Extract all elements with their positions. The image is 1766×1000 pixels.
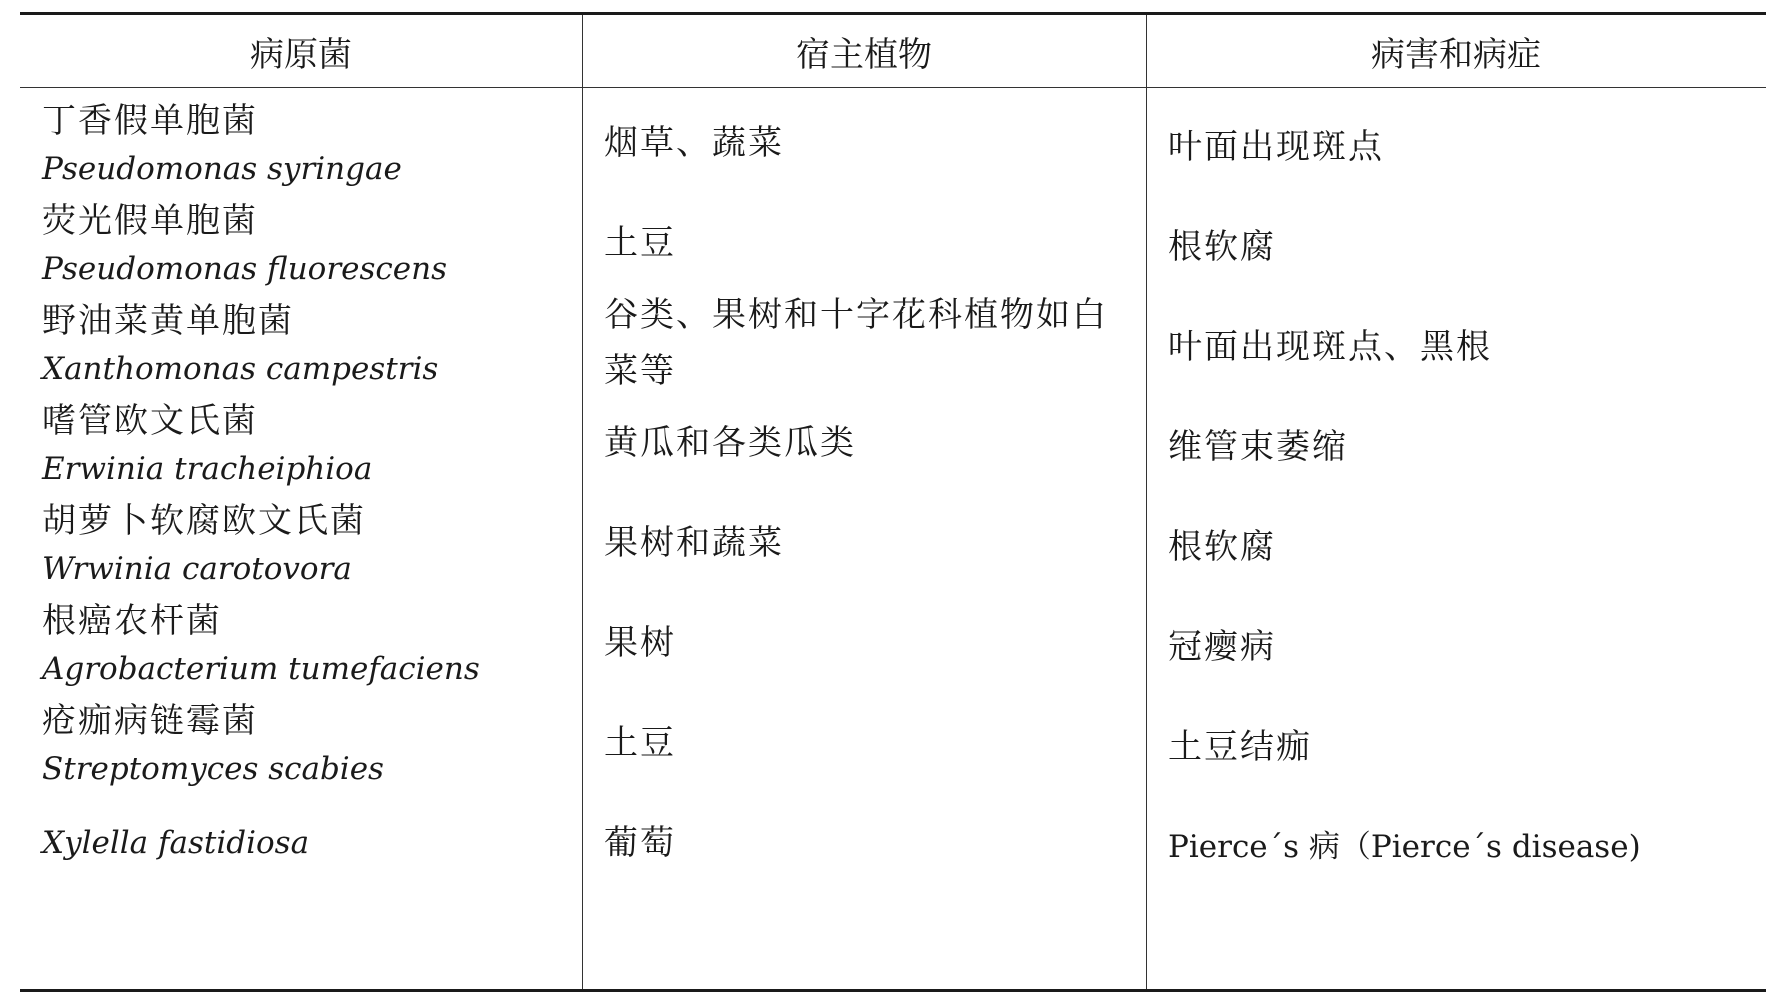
disease-cell: Pierce´s 病（Pierce´s disease) — [1168, 828, 1641, 865]
disease-cell: 根软腐 — [1168, 226, 1276, 267]
table-row — [20, 787, 1766, 899]
pathogen-name-zh: 野油菜黄单胞菌 — [42, 301, 294, 341]
table-row — [20, 187, 1766, 299]
disease-cell: 冠瘿病 — [1168, 626, 1276, 667]
pathogen-name-latin: Pseudomonas fluorescens — [42, 251, 447, 287]
pathogen-name-zh: 胡萝卜软腐欧文氏菌 — [42, 501, 366, 541]
header-pathogen: 病原菌 — [250, 34, 352, 75]
host-cell: 谷类、果树和十字花科植物如白菜等 — [604, 295, 1108, 391]
disease-cell: 叶面出现斑点、黑根 — [1168, 326, 1492, 367]
pathogen-name-latin: Erwinia tracheiphioa — [42, 451, 373, 487]
pathogen-table — [20, 12, 1766, 992]
pathogen-name-zh: 荧光假单胞菌 — [42, 201, 258, 241]
host-cell: 黄瓜和各类瓜类 — [604, 423, 856, 463]
pathogen-name-latin: Agrobacterium tumefaciens — [42, 651, 480, 687]
pathogen-name-latin: Xylella fastidiosa — [42, 825, 310, 861]
pathogen-name-latin: Pseudomonas syringae — [42, 151, 402, 187]
host-cell: 葡萄 — [604, 823, 676, 863]
pathogen-name-zh: 丁香假单胞菌 — [42, 101, 258, 141]
host-cell: 果树 — [604, 623, 676, 663]
disease-cell: 土豆结痂 — [1168, 726, 1312, 767]
pathogen-name-latin: Xanthomonas campestris — [42, 351, 439, 387]
pathogen-name-latin: Wrwinia carotovora — [42, 551, 352, 587]
table-row — [20, 487, 1766, 599]
host-cell: 烟草、蔬菜 — [604, 123, 784, 163]
pathogen-name-zh: 嗜管欧文氏菌 — [42, 401, 258, 441]
disease-cell: 维管束萎缩 — [1168, 426, 1348, 467]
table-row — [20, 387, 1766, 499]
host-cell: 土豆 — [604, 223, 676, 263]
pathogen-name-zh: 根癌农杆菌 — [42, 601, 222, 641]
table-row — [20, 687, 1766, 799]
disease-cell: 根软腐 — [1168, 526, 1276, 567]
host-cell: 果树和蔬菜 — [604, 523, 784, 563]
table-row — [20, 287, 1766, 399]
table-row — [20, 587, 1766, 699]
header-disease: 病害和病症 — [1371, 34, 1541, 75]
disease-cell: 叶面出现斑点 — [1168, 126, 1384, 167]
pathogen-name-zh: 疮痂病链霉菌 — [42, 701, 258, 741]
host-cell: 土豆 — [604, 723, 676, 763]
table-row — [20, 87, 1766, 199]
header-host: 宿主植物 — [796, 34, 932, 75]
pathogen-name-latin: Streptomyces scabies — [42, 751, 384, 787]
